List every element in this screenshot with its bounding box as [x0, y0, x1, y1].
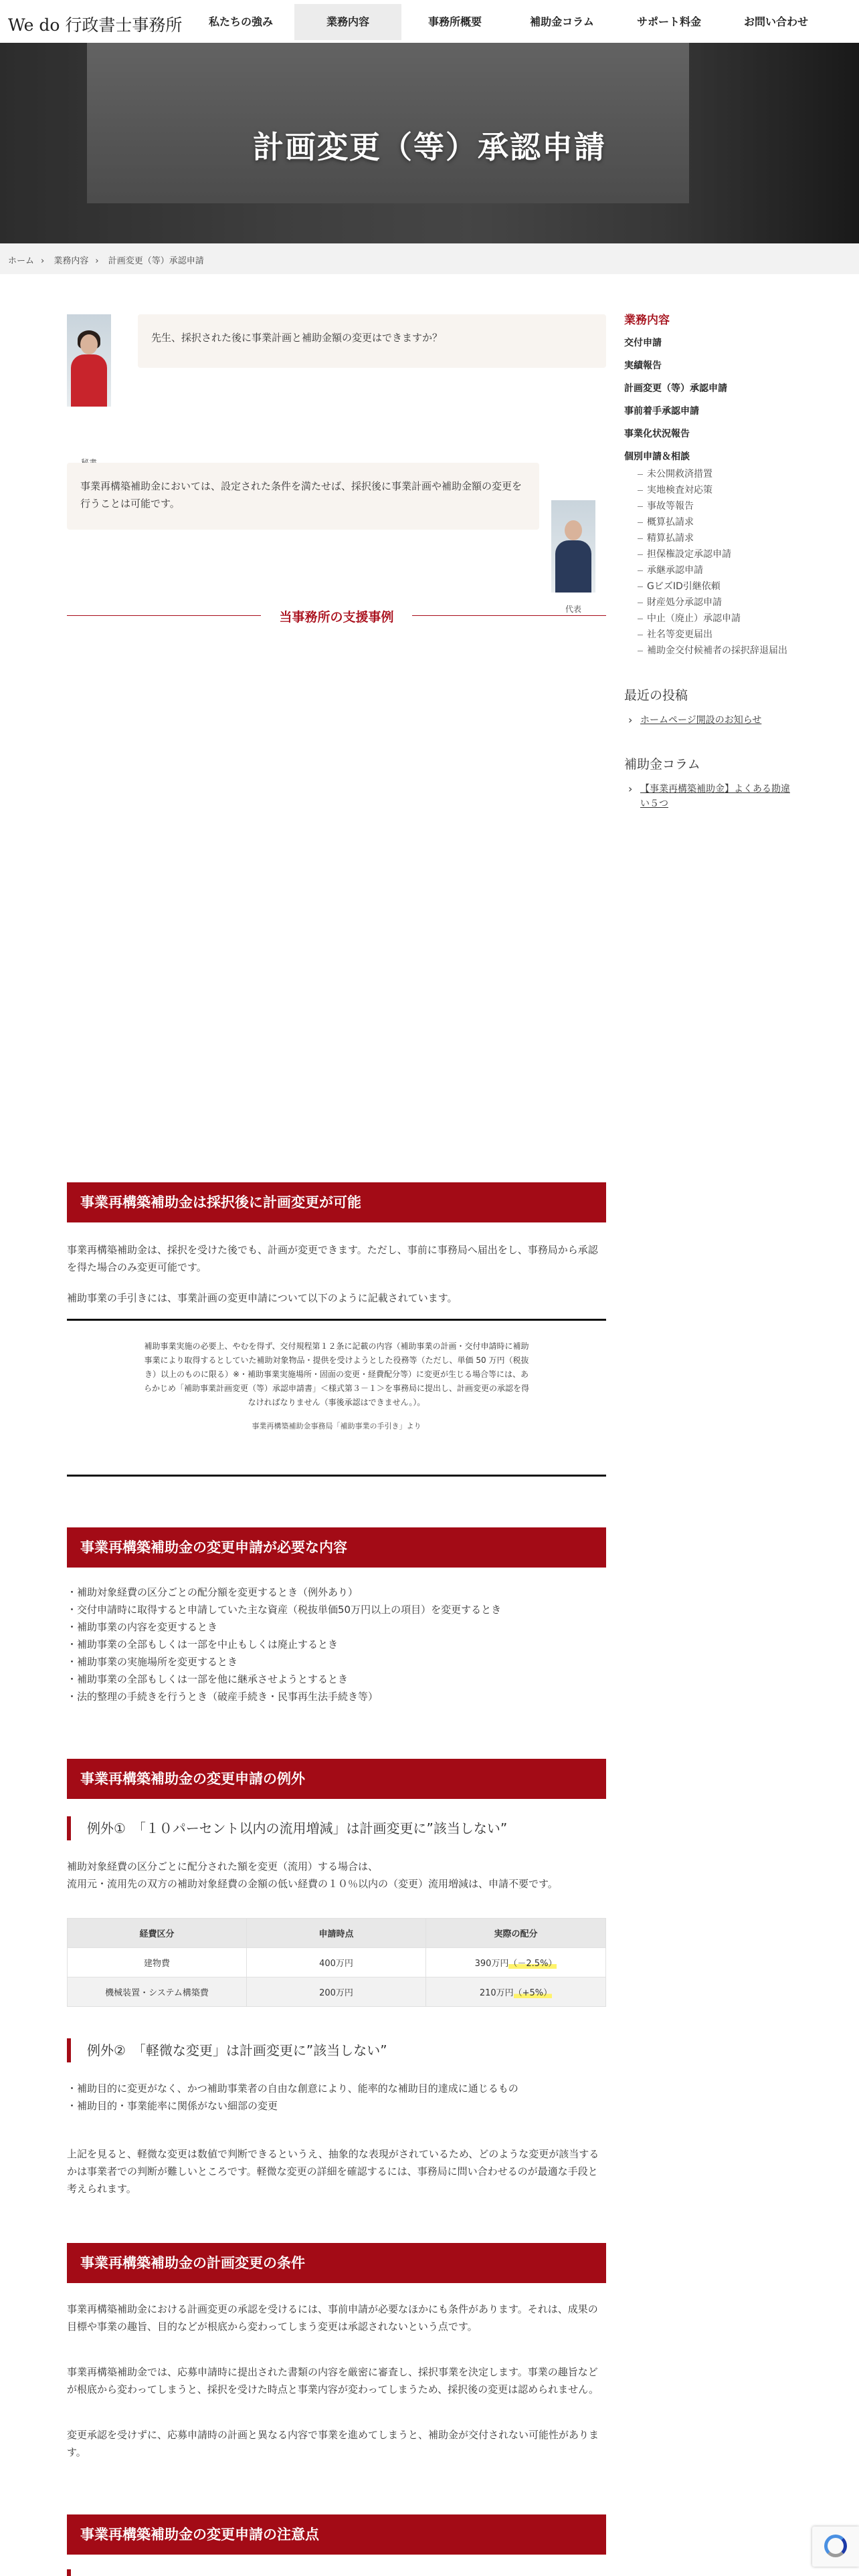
quote-block	[67, 1319, 606, 1477]
sidebar-subitem[interactable]: 財産処分承認申請	[624, 595, 798, 611]
paragraph: 上記を見ると、軽微な変更は数値で判断できるというえ、抽象的な表現がされているため、どのような変更が該当するかは事業者での判断が難しいところです。軽微な変更の詳細を確認するには、事務局に問い合わせるのが最適な手段と考えられます。	[67, 2148, 599, 2195]
required-change-list	[67, 1584, 606, 1705]
sub-heading: 例外① 「１０パーセント以内の流用増減」は計画変更に”該当しない”	[67, 1816, 606, 1840]
paragraph: 補助事業の手引きには、事業計画の変更申請について以下のように記載されています。	[67, 1292, 458, 1304]
sidebar-subitem[interactable]: 精算払請求	[624, 530, 798, 546]
list-item: ・補助目的・事業能率に関係がない細部の変更	[67, 2100, 278, 2112]
section-heading: 事業再構築補助金の計画変更の条件	[67, 2243, 606, 2283]
list-item: ・補助事業の全部もしくは一部を他に継承させようとするとき	[67, 1673, 349, 1685]
sidebar-subitem[interactable]: 担保権設定承認申請	[624, 546, 798, 562]
sub-heading: 例外② 「軽微な変更」は計画変更に”該当しない”	[67, 2038, 606, 2062]
table-row: 建物費 400万円 390万円（－2.5%）	[68, 1948, 606, 1977]
sidebar-subitem[interactable]: 承継承認申請	[624, 562, 798, 578]
sidebar-subitem[interactable]: 社名等変更届出	[624, 627, 798, 643]
sidebar-item-report[interactable]: 実績報告	[624, 360, 662, 371]
recaptcha-badge[interactable]	[812, 2527, 859, 2567]
nav-contact[interactable]: お問い合わせ	[743, 15, 808, 28]
representative-label: 代表	[565, 605, 581, 614]
table-header: 経費区分	[68, 1919, 247, 1948]
table-row: 機械装置・システム構築費 200万円 210万円（+5%）	[68, 1977, 606, 2007]
breadcrumb-home[interactable]: ホーム	[8, 256, 35, 266]
secretary-avatar	[67, 314, 111, 407]
sidebar-item-change[interactable]: 計画変更（等）承認申請	[624, 383, 727, 394]
change-percent: （－2.5%）	[508, 1959, 557, 1969]
sidebar-item-status[interactable]: 事業化状況報告	[624, 429, 690, 439]
sidebar	[624, 310, 798, 811]
list-item: ・補助対象経費の区分ごとの配分額を変更するとき（例外あり）	[67, 1586, 359, 1598]
breadcrumb-services[interactable]: 業務内容	[54, 256, 89, 266]
sidebar-item-grant[interactable]: 交付申請	[624, 338, 662, 348]
paragraph: 事業再構築補助金における計画変更の承認を受けるには、事前申請が必要なほかにも条件があります。それは、成果の目標や事業の趣旨、目的などが根底から変わってしまう変更は承認されないという点です。	[67, 2303, 598, 2333]
list-item: ・交付申請時に取得すると申請していた主な資産（税抜単価50万円以上の項目）を変更するとき	[67, 1604, 502, 1616]
quote-source: 事業再構築補助金事務局「補助事業の手引き」より	[252, 1422, 421, 1430]
paragraph: 事業再構築補助金では、応募申請時に提出された書類の内容を厳密に審査し、採択事業を決定します。事業の趣旨などが根底から変わってしまうと、採択を受けた時点と事業内容が変わってしまうため、採択後の変更は認められません。	[67, 2366, 599, 2395]
breadcrumb: ホーム › 業務内容 › 計画変更（等）承認申請	[0, 243, 859, 274]
site-logo[interactable]: We do 行政書士事務所	[8, 15, 183, 35]
quote-text: 補助事業実施の必要上、やむを得ず、交付規程第１２条に記載の内容（補助事業の計画・交付申請時に補助事業により取得するとしていた補助対象物品・提供を受けようとした役務等（ただし、単価 50 万円（税抜き）以上のものに限る）※・補助事業実施場所・固面の変更・経費配分等）に変更が生じる場合等には、あらかじめ「補助事業計画変更（等）承認申請書」＜様式第３－１＞を事務局に提出し、計画変更の承認を得なければなりません（事後承認はできません。）。	[143, 1341, 529, 1407]
paragraph: 補助対象経費の区分ごとに配分された額を変更（流用）する場合は、 流用元・流用先の双方の補助対象経費の金額の低い経費の１０％以内の（変更）流用増減は、申請不要です。	[67, 1860, 558, 1890]
main-nav	[187, 4, 830, 40]
question-bubble: 先生、採択された後に事業計画と補助金額の変更はできますか？	[138, 314, 606, 368]
page-title: 計画変更（等）承認申請	[253, 129, 606, 165]
nav-services[interactable]: 業務内容	[294, 4, 401, 40]
sidebar-subitem[interactable]: 実地検査対応策	[624, 482, 798, 498]
paragraph: 変更承認を受けずに、応募申請時の計画と異なる内容で事業を進めてしまうと、補助金が交付されない可能性があります。	[67, 2429, 599, 2458]
section-heading: 事業再構築補助金の変更申請の例外	[67, 1759, 606, 1799]
sidebar-subitem[interactable]: 中止（廃止）承認申請	[624, 611, 798, 627]
list-item: ・補助事業の実施場所を変更するとき	[67, 1656, 238, 1668]
table-header: 申請時点	[247, 1919, 426, 1948]
sidebar-subitem[interactable]: 未公開救済措置	[624, 466, 798, 482]
sidebar-subitem[interactable]: 事故等報告	[624, 498, 798, 514]
list-item: ・補助事業の全部もしくは一部を中止もしくは廃止するとき	[67, 1638, 339, 1650]
recaptcha-icon	[824, 2535, 847, 2557]
chat-section	[67, 314, 606, 614]
nav-strengths[interactable]: 私たちの強み	[208, 15, 273, 28]
sidebar-item-individual[interactable]: 個別申請＆相談	[624, 451, 690, 462]
sidebar-subitem[interactable]: 概算払請求	[624, 514, 798, 530]
answer-bubble: 事業再構築補助金においては、設定された条件を満たせば、採択後に事業計画や補助金額の変更を行うことは可能です。	[67, 463, 539, 530]
nav-fees[interactable]: サポート料金	[636, 15, 701, 28]
column-post-link[interactable]: › 【事業再構築補助金】よくある勘違い５つ	[624, 782, 791, 811]
breadcrumb-current: 計画変更（等）承認申請	[108, 256, 204, 266]
list-item: ・補助目的に変更がなく、かつ補助事業者の自由な創意により、能率的な補助目的達成に通じるもの	[67, 2082, 518, 2095]
section-heading: 事業再構築補助金の変更申請の注意点	[67, 2514, 606, 2555]
sidebar-subitem[interactable]: 補助金交付候補者の採択辞退届出	[624, 643, 798, 659]
sidebar-item-advance[interactable]: 事前着手承認申請	[624, 406, 699, 417]
table-header: 実際の配分	[426, 1919, 606, 1948]
support-heading: 当事務所の支援事例	[67, 607, 606, 626]
section-heading: 事業再構築補助金の変更申請が必要な内容	[67, 1527, 606, 1568]
site-header	[0, 0, 859, 43]
allocation-table	[67, 1918, 606, 2007]
change-percent: （+5%）	[513, 1988, 553, 1998]
column-title: 補助金コラム	[624, 757, 700, 772]
nav-office[interactable]: 事務所概要	[427, 15, 482, 28]
sidebar-subitem[interactable]: GビズID引継依頼	[624, 578, 798, 595]
minor-change-list	[67, 2080, 606, 2115]
sidebar-title: 業務内容	[624, 314, 670, 327]
list-item: ・法的整理の手続きを行うとき（破産手続き・民事再生法手続き等）	[67, 1691, 379, 1703]
representative-avatar	[551, 500, 595, 593]
hero-banner	[0, 43, 859, 243]
paragraph: 事業再構築補助金は、採択を受けた後でも、計画が変更できます。ただし、事前に事務局へ届出をし、事務局から承認を得た場合のみ変更可能です。	[67, 1244, 598, 1273]
recent-posts-title: 最近の投稿	[624, 688, 688, 703]
main-content	[67, 274, 606, 2576]
nav-column[interactable]: 補助金コラム	[530, 15, 594, 28]
section-heading: 事業再構築補助金は採択後に計画変更が可能	[67, 1182, 606, 1222]
recent-post-link[interactable]: › ホームページ開設のお知らせ	[624, 713, 798, 728]
list-item: ・補助事業の内容を変更するとき	[67, 1621, 218, 1633]
